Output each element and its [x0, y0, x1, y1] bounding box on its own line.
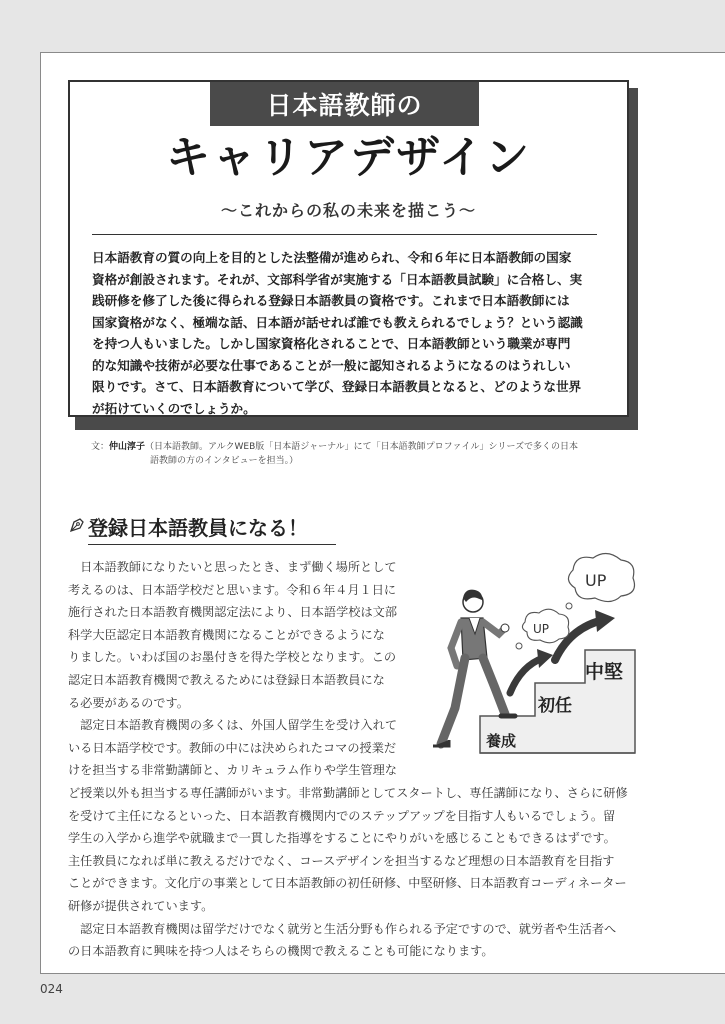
body-line: いる日本語学校です。教師の中には決められたコマの授業だ — [68, 740, 397, 755]
title-label-bar: 日本語教師の — [210, 82, 479, 126]
body-line: 考えるのは、日本語学校だと思います。令和６年４月１日に — [68, 582, 397, 597]
body-line: 日本語教師になりたいと思ったとき、まず働く場所として — [68, 560, 397, 574]
page-number: 024 — [40, 982, 63, 996]
body-line: 認定日本語教育機関で教えるためには登録日本語教員にな — [68, 672, 385, 687]
body-line: 主任教員になれば単に教えるだけでなく、コースデザインを担当するなど理想の日本語教育を目指す — [68, 853, 615, 868]
body-line: ど授業以外も担当する専任講師がいます。非常勤講師としてスタートし、専任講師になり、さらに研修 — [68, 785, 628, 800]
section-heading: 登録日本語教員になる！ — [88, 512, 336, 545]
body-line: 施行された日本語教育機関認定法により、日本語学校は文部 — [68, 605, 398, 620]
intro-line: 的な知識や技術が必要な仕事であることが一般に認知されるようになるのはうれしい — [92, 357, 571, 373]
author-name: 仲山淳子 — [109, 442, 146, 452]
author-credit — [91, 440, 611, 468]
up-text-large: UP — [585, 571, 607, 590]
page-title: キャリアデザイン — [166, 132, 531, 183]
credit-line2: 語教師の方のインタビューを担当。） — [150, 456, 299, 466]
intro-line: 国家資格がなく、極端な話、日本語が話せれば誰でも教えられるでしょう？という認識 — [92, 314, 583, 330]
body-line: 科学大臣認定日本語教育機関になることができるようにな — [68, 627, 385, 642]
intro-line: 日本語教育の質の向上を目的とした法整備が進められ、令和６年に日本語教師の国家 — [92, 250, 572, 265]
body-line: ことができます。文化庁の事業として日本語教師の初任研修、中堅研修、日本語教育コーディネーター — [68, 876, 627, 891]
step-label-chuken: 中堅 — [585, 661, 624, 683]
body-line: を受けて主任になるといった、日本語教育機関内でのステップアップを目指す人もいるでしょう。留 — [68, 808, 616, 823]
intro-line: 資格が創設されます。それが、文部科学省が実施する「日本語教員試験」に合格し、実 — [92, 271, 583, 287]
step-label-yosei: 養成 — [486, 732, 517, 750]
body-line: りました。いわば国のお墨付きを得た学校となります。この — [68, 650, 397, 665]
intro-paragraph — [92, 247, 600, 419]
credit-line1: （日本語教師。アルクWEB版「日本語ジャーナル」にて「日本語教師プロファイル」シリーズで多くの日本 — [145, 442, 578, 452]
career-stairs-illustration — [425, 548, 640, 763]
divider — [92, 234, 597, 235]
intro-line: 限りです。さて、日本語教育について学び、登録日本語教員となると、どのような世界 — [92, 379, 582, 394]
step-label-shonin: 初任 — [538, 696, 572, 716]
intro-line: 践研修を修了した後に得られる登録日本語教員の資格です。これまで日本語教師には — [92, 293, 570, 308]
body-line: 認定日本語教育機関の多くは、外国人留学生を受け入れて — [68, 718, 398, 733]
pen-nib-icon — [68, 516, 86, 534]
body-line: 学生の入学から進学や就職まで一貫した指導をすることにやりがいを感じることもできるはずです。 — [68, 831, 616, 846]
up-text-small: UP — [533, 622, 550, 636]
intro-line: を持つ人もいました。しかし国家資格化されることで、日本語教師という職業が専門 — [92, 336, 571, 351]
body-line: る必要があるのです。 — [68, 695, 189, 710]
credit-prefix: 文： — [91, 442, 110, 452]
body-line: 認定日本語教育機関は留学だけでなく就労と生活分野も作られる予定ですので、就労者や生活者へ — [68, 921, 617, 936]
body-line: 研修が提供されています。 — [68, 898, 214, 913]
page-subtitle: 〜これからの私の未来を描こう〜 — [220, 201, 476, 220]
intro-line: が拓けていくのでしょうか。 — [92, 400, 256, 416]
body-line: けを担当する非常勤講師と、カリキュラム作りや学生管理な — [68, 763, 397, 778]
body-line: の日本語教育に興味を持つ人はそちらの機関で教えることも可能になります。 — [68, 944, 494, 959]
